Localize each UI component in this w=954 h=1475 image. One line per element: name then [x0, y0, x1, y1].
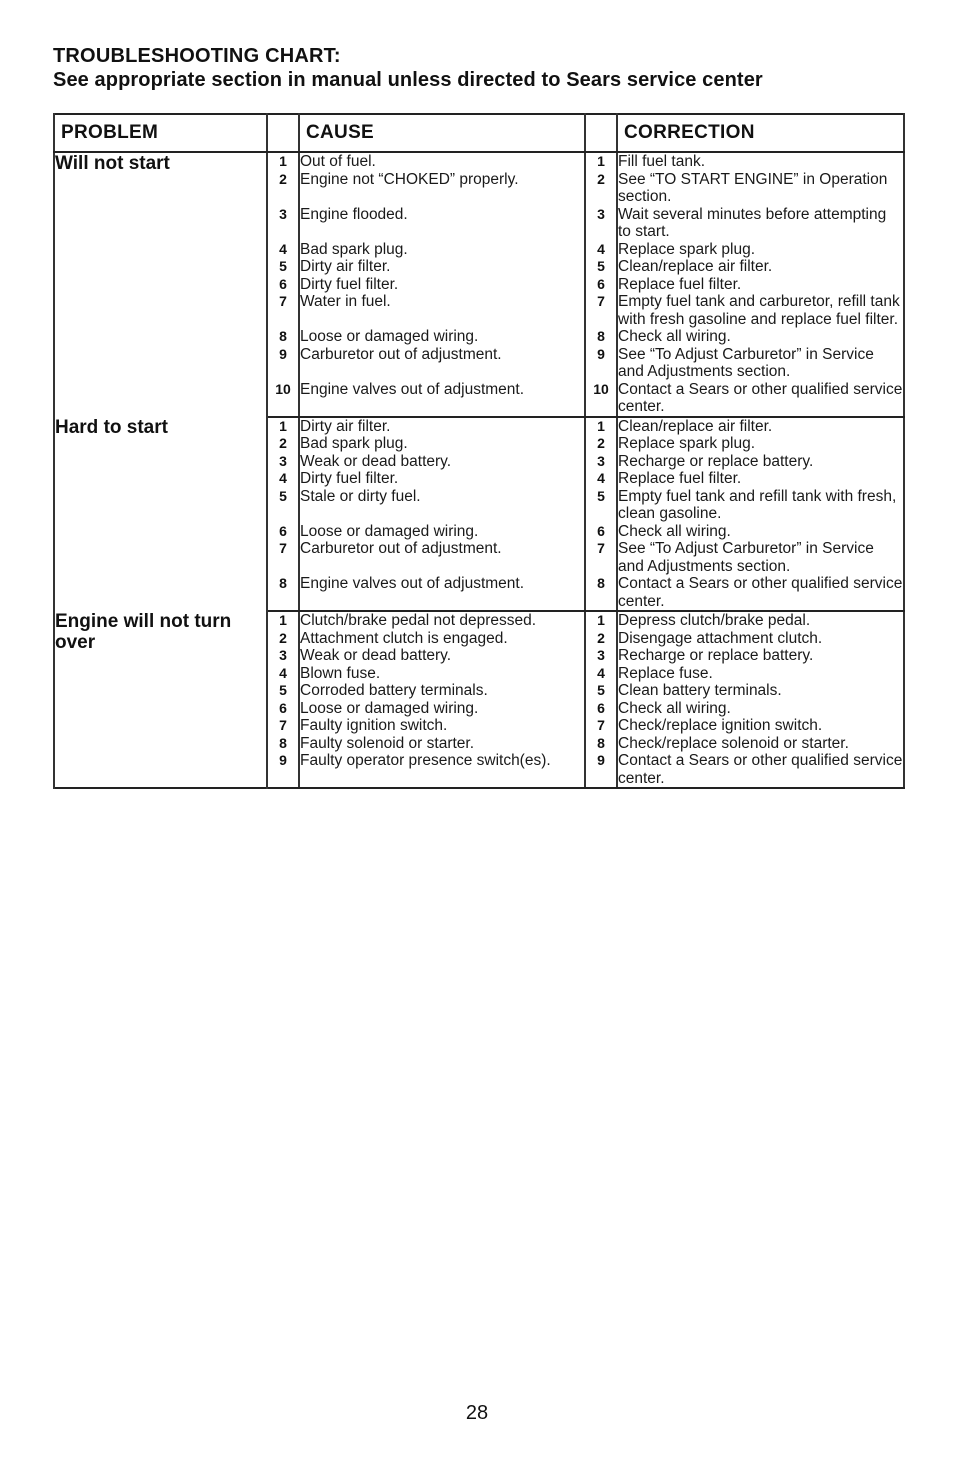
cause-text: Weak or dead battery.	[299, 453, 585, 471]
correction-text: Recharge or replace battery.	[617, 453, 904, 471]
cause-text: Stale or dirty fuel.	[299, 488, 585, 523]
correction-number: 4	[585, 470, 617, 488]
cause-number: 5	[267, 258, 299, 276]
correction-number: 5	[585, 682, 617, 700]
correction-number: 4	[585, 241, 617, 259]
cause-number: 1	[267, 417, 299, 436]
correction-text: Contact a Sears or other qualified service center.	[618, 575, 903, 610]
correction-number: 1	[585, 152, 617, 171]
correction-number: 10	[585, 381, 617, 417]
correction-text: Fill fuel tank.	[617, 152, 904, 171]
correction-text: Disengage attachment clutch.	[617, 630, 904, 648]
correction-text: Check/replace ignition switch.	[617, 717, 904, 735]
cause-number: 7	[267, 540, 299, 575]
correction-number: 9	[585, 752, 617, 788]
cause-text: Carburetor out of adjustment.	[299, 346, 585, 381]
cause-text: Faulty operator presence switch(es).	[299, 752, 585, 788]
table-row	[54, 611, 904, 630]
cause-text: Engine valves out of adjustment.	[299, 575, 585, 611]
correction-text: Empty fuel tank and refill tank with fresh, clean gasoline.	[617, 488, 904, 523]
cause-number: 4	[267, 470, 299, 488]
cause-number: 4	[267, 665, 299, 683]
cause-number: 8	[267, 575, 299, 611]
cause-text: Bad spark plug.	[299, 241, 585, 259]
correction-number: 2	[585, 435, 617, 453]
cause-text: Carburetor out of adjustment.	[299, 540, 585, 575]
problem-column-header: PROBLEM	[54, 114, 267, 152]
correction-number-header	[585, 114, 617, 152]
chart-subtitle: See appropriate section in manual unless directed to Sears service center	[53, 69, 763, 91]
cause-text: Dirty fuel filter.	[299, 276, 585, 294]
table-header-row	[54, 114, 904, 152]
correction-number: 7	[585, 717, 617, 735]
correction-text: See “TO START ENGINE” in Operation section.	[617, 171, 904, 206]
troubleshooting-table	[53, 113, 905, 789]
correction-number: 3	[585, 453, 617, 471]
correction-number: 8	[585, 575, 617, 611]
correction-text: Recharge or replace battery.	[617, 647, 904, 665]
correction-text: Wait several minutes before attempting to start.	[617, 206, 904, 241]
cause-number: 6	[267, 700, 299, 718]
correction-number: 3	[585, 647, 617, 665]
correction-text: See “To Adjust Carburetor” in Service and Adjustments section.	[617, 346, 904, 381]
correction-text: Check/replace solenoid or starter.	[617, 735, 904, 753]
correction-text: Replace spark plug.	[617, 435, 904, 453]
cause-number: 9	[267, 346, 299, 381]
cause-text: Engine valves out of adjustment.	[299, 381, 585, 417]
cause-text: Engine not “CHOKED” properly.	[299, 171, 585, 206]
correction-number: 6	[585, 700, 617, 718]
correction-number: 8	[585, 328, 617, 346]
correction-number: 7	[585, 293, 617, 328]
correction-number: 4	[585, 665, 617, 683]
problem-label: Will not start	[54, 152, 267, 417]
cause-text: Water in fuel.	[299, 293, 585, 328]
cause-number: 8	[267, 328, 299, 346]
correction-text: Check all wiring.	[617, 700, 904, 718]
correction-text: Clean battery terminals.	[617, 682, 904, 700]
correction-number: 3	[585, 206, 617, 241]
correction-text: Replace spark plug.	[617, 241, 904, 259]
cause-number: 2	[267, 630, 299, 648]
correction-number: 6	[585, 276, 617, 294]
cause-number: 3	[267, 453, 299, 471]
cause-number: 7	[267, 717, 299, 735]
cause-text: Attachment clutch is engaged.	[299, 630, 585, 648]
table-row	[54, 152, 904, 171]
page-number: 28	[465, 1402, 489, 1424]
cause-number: 6	[267, 523, 299, 541]
cause-number: 2	[267, 435, 299, 453]
correction-text: Replace fuse.	[617, 665, 904, 683]
cause-number: 1	[267, 611, 299, 630]
cause-number: 9	[267, 752, 299, 788]
cause-number: 6	[267, 276, 299, 294]
correction-text: Clean/replace air filter.	[617, 258, 904, 276]
correction-text: Check all wiring.	[617, 523, 904, 541]
cause-text: Dirty air filter.	[299, 417, 585, 436]
cause-text: Bad spark plug.	[299, 435, 585, 453]
cause-number: 5	[267, 488, 299, 523]
cause-number: 8	[267, 735, 299, 753]
correction-text: Contact a Sears or other qualified service center.	[618, 380, 903, 415]
cause-text: Loose or damaged wiring.	[299, 700, 585, 718]
cause-text: Faulty ignition switch.	[299, 717, 585, 735]
correction-text: Contact a Sears or other qualified service center.	[618, 752, 903, 787]
correction-text: Check all wiring.	[617, 328, 904, 346]
cause-text: Loose or damaged wiring.	[299, 523, 585, 541]
cause-number: 7	[267, 293, 299, 328]
correction-number: 9	[585, 346, 617, 381]
correction-text: See “To Adjust Carburetor” in Service and Adjustments section.	[617, 540, 904, 575]
correction-number: 1	[585, 417, 617, 436]
cause-text: Clutch/brake pedal not depressed.	[299, 611, 585, 630]
cause-text: Out of fuel.	[299, 152, 585, 171]
table-body	[54, 152, 904, 788]
correction-text: Replace fuel filter.	[617, 470, 904, 488]
cause-text: Corroded battery terminals.	[299, 682, 585, 700]
cause-text: Engine flooded.	[299, 206, 585, 241]
cause-text: Blown fuse.	[299, 665, 585, 683]
cause-number: 10	[267, 381, 299, 417]
table-row	[54, 417, 904, 436]
correction-number: 5	[585, 488, 617, 523]
correction-number: 8	[585, 735, 617, 753]
chart-heading	[53, 44, 913, 92]
cause-number-header	[267, 114, 299, 152]
correction-number: 7	[585, 540, 617, 575]
cause-number: 3	[267, 647, 299, 665]
cause-text: Weak or dead battery.	[299, 647, 585, 665]
cause-text: Faulty solenoid or starter.	[299, 735, 585, 753]
correction-number: 6	[585, 523, 617, 541]
correction-number: 5	[585, 258, 617, 276]
cause-text: Dirty air filter.	[299, 258, 585, 276]
cause-number: 1	[267, 152, 299, 171]
cause-number: 3	[267, 206, 299, 241]
correction-text: Empty fuel tank and carburetor, refill tank with fresh gasoline and replace fuel filter.	[617, 293, 904, 328]
problem-label: Engine will not turn over	[54, 611, 267, 788]
cause-number: 5	[267, 682, 299, 700]
cause-text: Dirty fuel filter.	[299, 470, 585, 488]
correction-number: 2	[585, 630, 617, 648]
cause-number: 4	[267, 241, 299, 259]
correction-number: 2	[585, 171, 617, 206]
cause-column-header: CAUSE	[299, 114, 585, 152]
chart-title: TROUBLESHOOTING CHART:	[53, 45, 341, 67]
problem-label: Hard to start	[54, 417, 267, 612]
correction-text: Depress clutch/brake pedal.	[617, 611, 904, 630]
cause-text: Loose or damaged wiring.	[299, 328, 585, 346]
correction-text: Replace fuel filter.	[617, 276, 904, 294]
cause-number: 2	[267, 171, 299, 206]
correction-number: 1	[585, 611, 617, 630]
correction-column-header: CORRECTION	[617, 114, 904, 152]
correction-text: Clean/replace air filter.	[617, 417, 904, 436]
